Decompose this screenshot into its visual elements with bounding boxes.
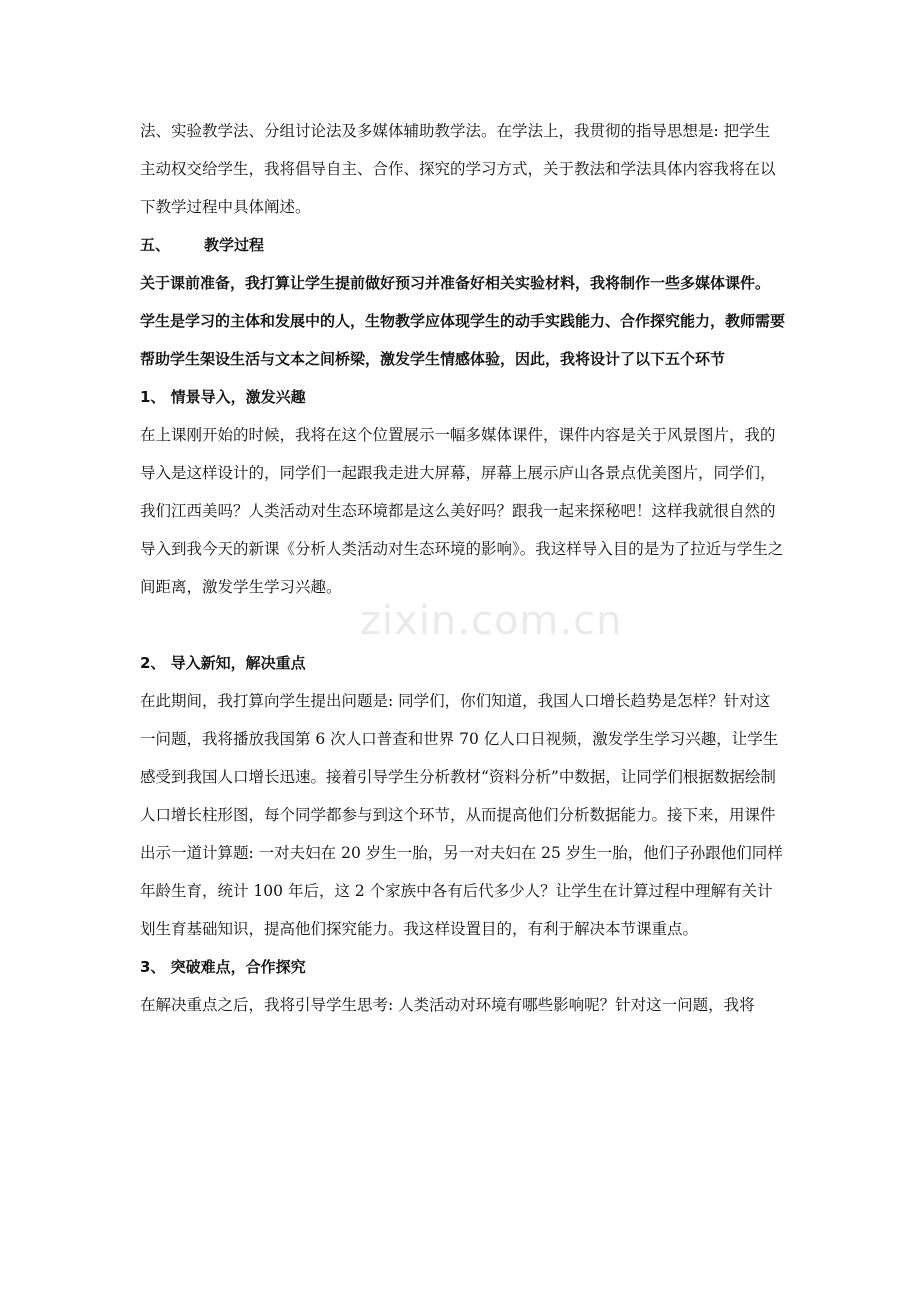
document-body (140, 112, 785, 1024)
section-number: 五、 (140, 236, 171, 254)
step-3-heading: 3、 突破难点，合作探究 (140, 958, 306, 976)
section-heading-teaching-process (140, 226, 785, 264)
blank-line (140, 606, 785, 644)
paragraph-preparation: 关于课前准备，我打算让学生提前做好预习并准备好相关实验材料，我将制作一些多媒体课件。 (140, 274, 771, 292)
section-title: 教学过程 (204, 236, 265, 254)
step-2-text: 在此期间，我打算向学生提出问题是: 同学们，你们知道，我国人口增长趋势是怎样？针对这一问题，我将播放我国第 6 次人口普查和世界 70 亿人口日视频，激发学生学习兴趣，让学生感受到我国人口增长迅速。接着引导学生分析教材“资料分析”中数据，让同学们根据数据绘制人口增长柱形图，每个同学都参与到这个环节，从而提高他们分析数据能力。接下来，用课件出示一道计算题: 一对夫妇在 20 岁生一胎，另一对夫妇在 25 岁生一胎，他们子孙跟他们同样年龄生育，统计 100 年后，这 2 个家族中各有后代多少人？让学生在计算过程中理解有关计划生育基础知识，提高他们探究能力。我这样设置目的，有利于解决本节课重点。 (140, 692, 783, 938)
step-2-heading: 2、 导入新知，解决重点 (140, 654, 306, 672)
step-1-heading: 1、 情景导入，激发兴趣 (140, 388, 306, 406)
step-3-text: 在解决重点之后，我将引导学生思考: 人类活动对环境有哪些影响呢？针对这一问题，我将 (140, 996, 755, 1014)
step-1-text: 在上课刚开始的时候，我将在这个位置展示一幅多媒体课件，课件内容是关于风景图片，我的导入是这样设计的，同学们一起跟我走进大屏幕，屏幕上展示庐山各景点优美图片，同学们，我们江西美吗？人类活动对生态环境都是这么美好吗？跟我一起来探秘吧！这样我就很自然的导入到我今天的新课《分析人类活动对生态环境的影响》。我这样导入目的是为了拉近与学生之间距离，激发学生学习兴趣。 (140, 426, 784, 596)
paragraph-teaching-methods: 法、实验教学法、分组讨论法及多媒体辅助教学法。在学法上，我贯彻的指导思想是: 把学生主动权交给学生，我将倡导自主、合作、探究的学习方式，关于教法和学法具体内容我将在以下教学过程中具体阐述。 (140, 122, 776, 216)
watermark: zixin.com.cn (360, 598, 623, 644)
paragraph-design-overview: 学生是学习的主体和发展中的人，生物教学应体现学生的动手实践能力、合作探究能力，教师需要帮助学生架设生活与文本之间桥梁，激发学生情感体验，因此，我将设计了以下五个环节 (140, 312, 786, 368)
